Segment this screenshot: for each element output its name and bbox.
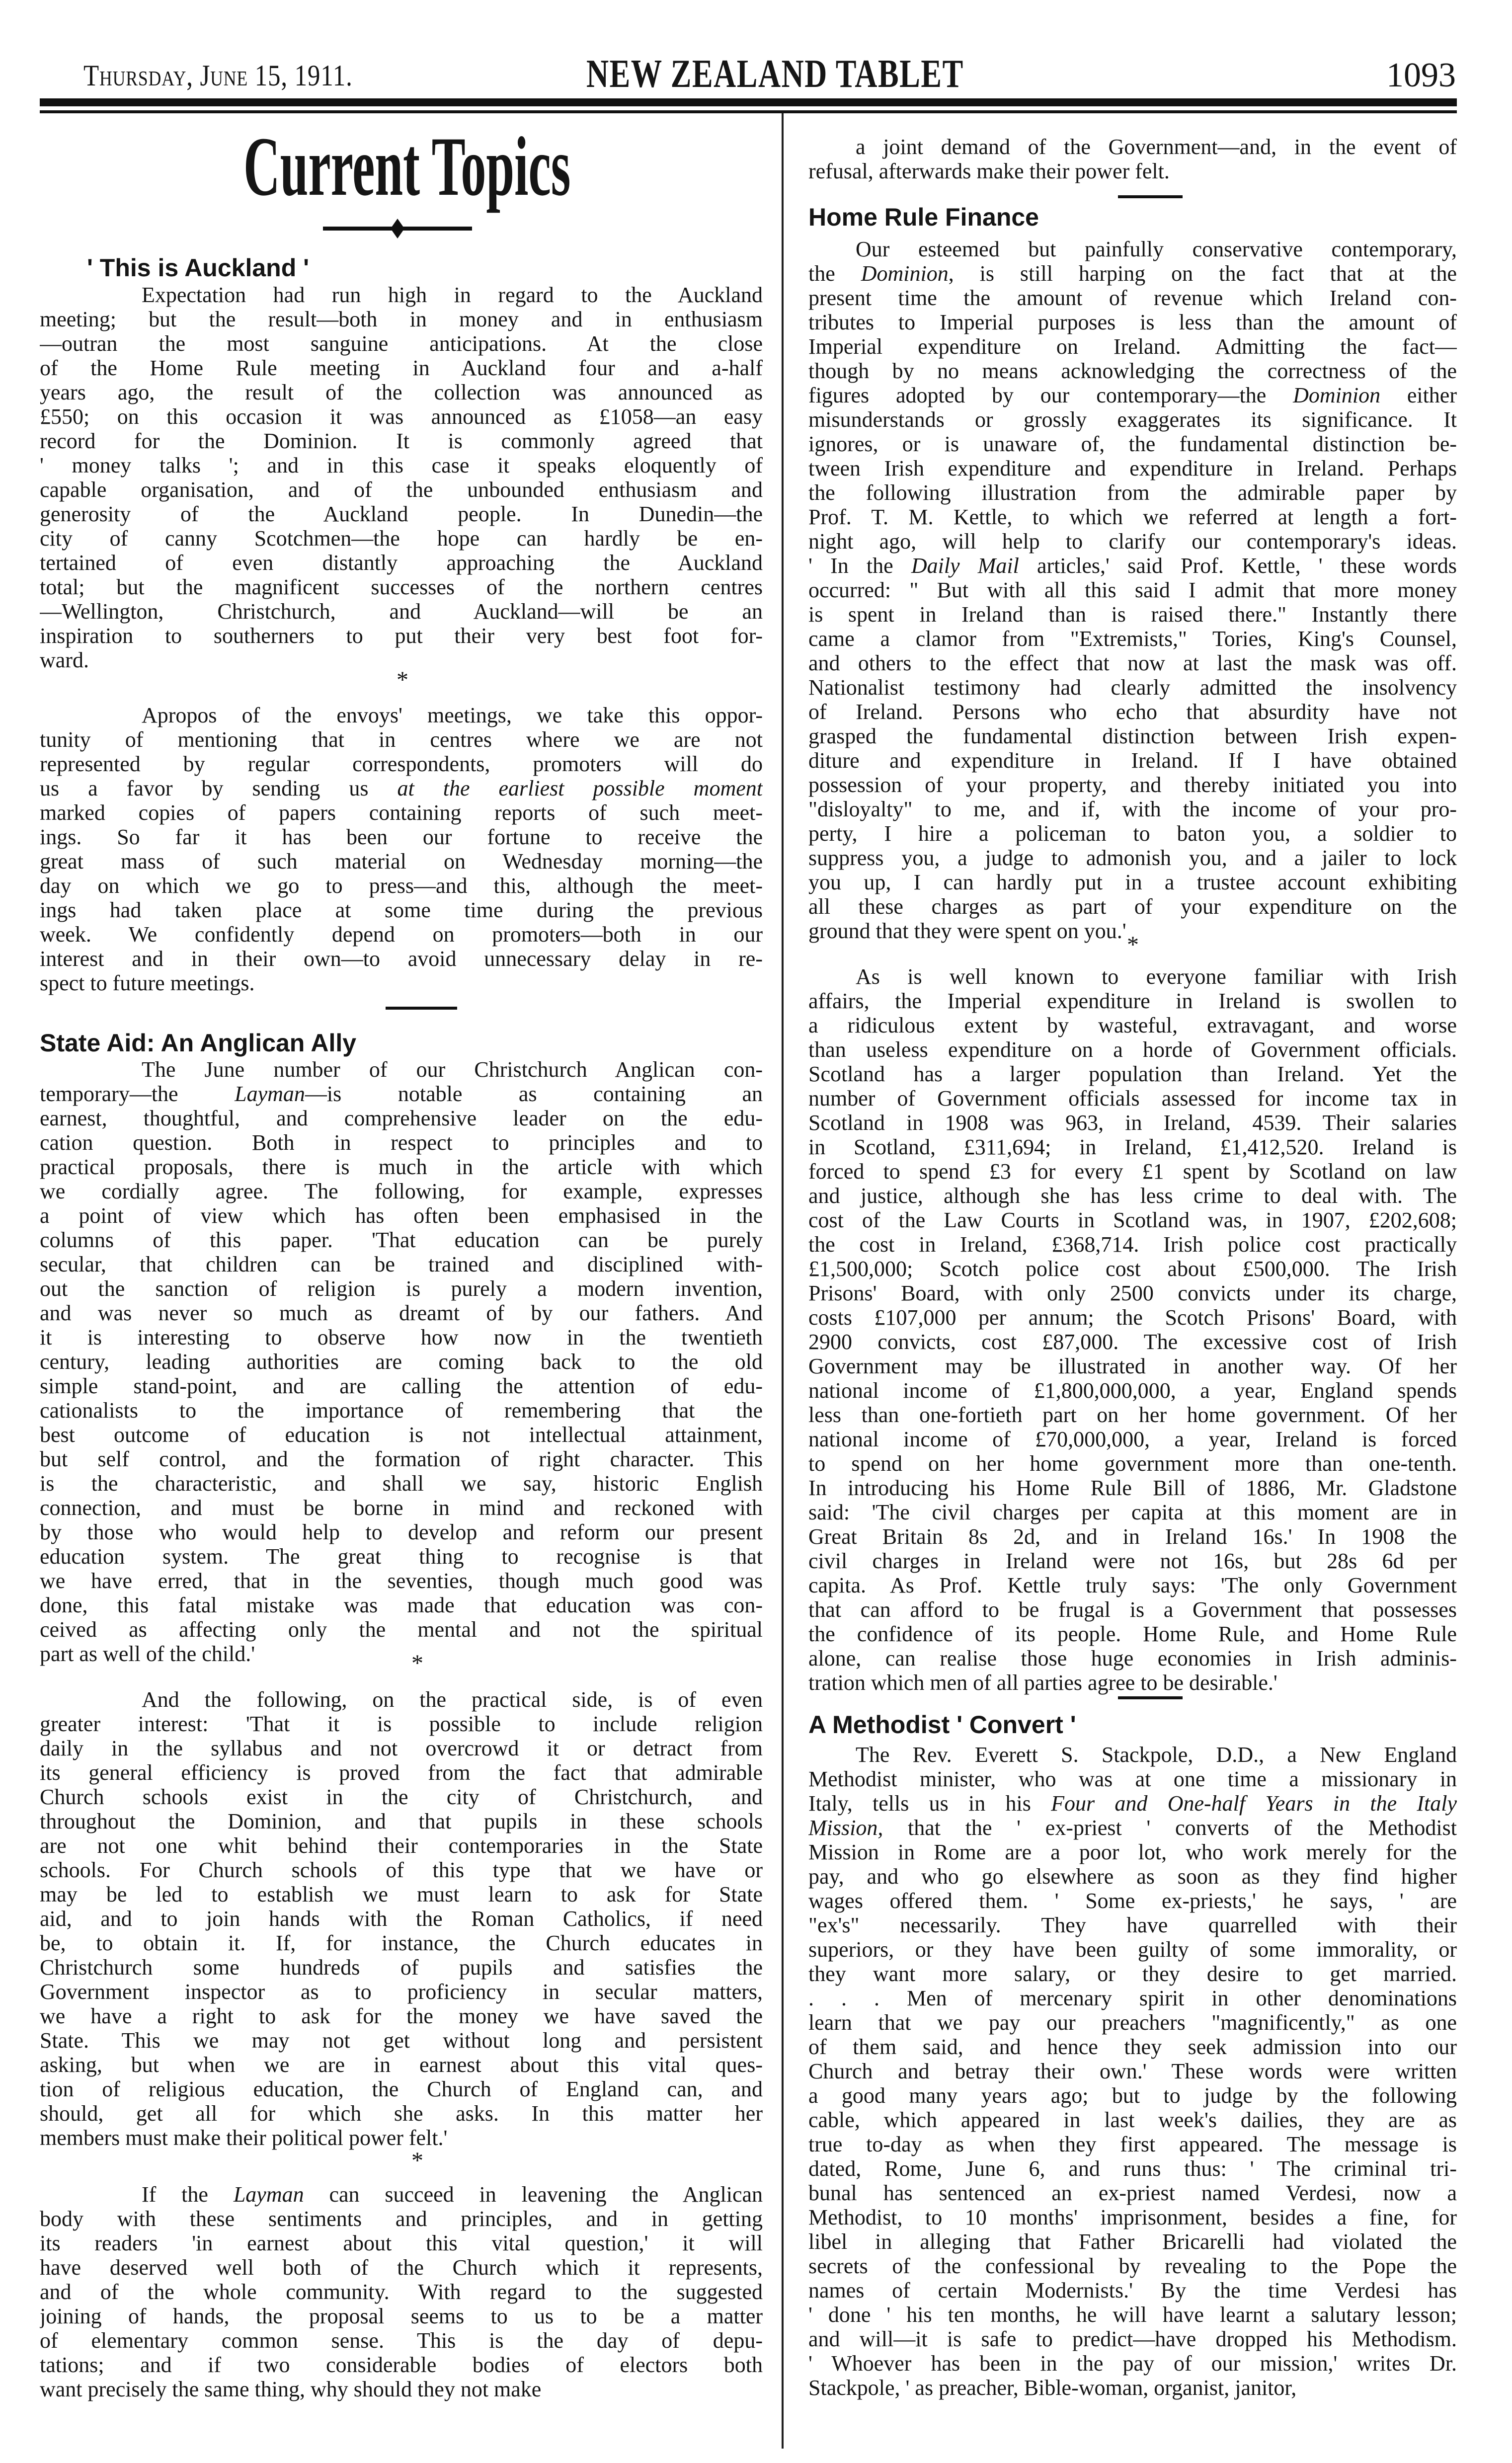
paragraph bbox=[808, 1743, 1457, 2400]
text-line: connection, and must be borne in mind and reckoned with bbox=[40, 1496, 763, 1520]
text-line: by those who would help to develop and reform our present bbox=[40, 1520, 763, 1544]
text-segment: temporary—the bbox=[40, 1082, 235, 1106]
text-segment: the bbox=[808, 261, 861, 286]
italic-text: at the earliest possible moment bbox=[397, 776, 763, 800]
text-line: years ago, the result of the collection was announced as bbox=[40, 380, 763, 404]
paragraph bbox=[40, 2182, 763, 2401]
text-line: Great Britain 8s 2d, and in Ireland 16s.' In 1908 the bbox=[808, 1524, 1457, 1549]
text-line: tributes to Imperial purposes is less than the amount of bbox=[808, 310, 1457, 334]
text-line: Methodist minister, who was at one time a missionary in bbox=[808, 1767, 1457, 1791]
text-line: we have a right to ask for the money we have saved the bbox=[40, 2004, 763, 2028]
text-line: best outcome of education is not intellectual attainment, bbox=[40, 1423, 763, 1447]
text-line: refusal, afterwards make their power felt. bbox=[808, 159, 1170, 183]
text-line: of them said, and hence they seek admission into our bbox=[808, 2035, 1457, 2059]
text-line: want precisely the same thing, why should they not make bbox=[40, 2377, 542, 2401]
text-line: spect to future meetings. bbox=[40, 971, 255, 995]
text-line: cation question. Both in respect to principles and to bbox=[40, 1130, 763, 1155]
column-divider bbox=[782, 113, 784, 2449]
text-segment: figures adopted by our contemporary—the bbox=[808, 383, 1293, 407]
text-line: week. We confidently depend on promoters—both in our bbox=[40, 922, 763, 947]
text-line: aid, and to join hands with the Roman Catholics, if need bbox=[40, 1907, 763, 1931]
paragraph bbox=[808, 237, 1457, 943]
text-line: misunderstands or grossly exaggerates its significance. It bbox=[808, 407, 1457, 432]
text-line: represented by regular correspondents, promoters will do bbox=[40, 752, 763, 776]
text-line: a point of view which has often been emphasised in the bbox=[40, 1203, 763, 1228]
text-line: £550; on this occasion it was announced as £1058—an easy bbox=[40, 404, 763, 429]
italic-text: Daily Mail bbox=[911, 554, 1019, 578]
text-segment: can succeed in leavening the Anglican bbox=[304, 2182, 763, 2207]
paragraph-continued bbox=[808, 135, 1457, 183]
text-segment: , is still harping on the fact that at the bbox=[948, 261, 1457, 286]
text-line: part as well of the child.' bbox=[40, 1642, 255, 1666]
paragraph bbox=[40, 283, 763, 672]
text-line: less than one-fortieth part on her home government. Of her bbox=[808, 1403, 1457, 1427]
text-line: its readers 'in earnest about this vital question,' it will bbox=[40, 2231, 763, 2255]
text-line: occurred: " But with all this said I admit that more money bbox=[808, 578, 1457, 602]
text-line: the confidence of its people. Home Rule, and Home Rule bbox=[808, 1622, 1457, 1646]
text-line bbox=[808, 554, 1457, 578]
section-title: Current Topics bbox=[243, 120, 571, 213]
text-line: capable organisation, and of the unbounded enthusiasm and bbox=[40, 477, 763, 502]
text-line bbox=[40, 1082, 763, 1106]
text-line: a joint demand of the Government—and, in the event of bbox=[856, 135, 1457, 159]
text-line: Government inspector as to proficiency in secular matters, bbox=[40, 1980, 763, 2004]
text-line: ings had taken place at some time during the previous bbox=[40, 898, 763, 922]
text-line bbox=[808, 383, 1457, 407]
article-heading-home-rule-finance: Home Rule Finance bbox=[808, 203, 1039, 231]
text-line: of elementary common sense. This is the day of depu- bbox=[40, 2328, 763, 2353]
text-line bbox=[40, 776, 763, 800]
text-line: Stackpole, ' as preacher, Bible-woman, organist, janitor, bbox=[808, 2376, 1297, 2400]
text-line: practical proposals, there is much in the article with which bbox=[40, 1155, 763, 1179]
text-line: great mass of such material on Wednesday morning—the bbox=[40, 849, 763, 874]
text-line: have deserved well both of the Church which it represents, bbox=[40, 2255, 763, 2280]
asterisk-separator: * bbox=[411, 2147, 423, 2174]
text-line: city of canny Scotchmen—the hope can hardly be en- bbox=[40, 526, 763, 551]
italic-text: Mission, bbox=[808, 1816, 883, 1840]
text-segment: us a favor by sending us bbox=[40, 776, 398, 800]
text-line: . . . Men of mercenary spirit in other denominations bbox=[808, 1986, 1457, 2010]
text-line: throughout the Dominion, and that pupils in these schools bbox=[40, 1809, 763, 1833]
text-line: a ridiculous extent by wasteful, extravagant, and worse bbox=[808, 1013, 1457, 1037]
text-line: we have erred, that in the seventies, though much good was bbox=[40, 1569, 763, 1593]
text-line: asking, but when we are in earnest about this vital ques- bbox=[40, 2053, 763, 2077]
text-line: As is well known to everyone familiar with Irish bbox=[856, 964, 1457, 989]
text-line: Apropos of the envoys' meetings, we take this oppor- bbox=[142, 703, 763, 727]
text-line: The Rev. Everett S. Stackpole, D.D., a New England bbox=[856, 1743, 1457, 1767]
text-line: century, leading authorities are coming back to the old bbox=[40, 1350, 763, 1374]
text-line: joining of hands, the proposal seems to us to be a matter bbox=[40, 2304, 763, 2328]
text-line: Prof. T. M. Kettle, to which we referred at length a fort- bbox=[808, 505, 1457, 529]
text-line: but self control, and the formation of right character. This bbox=[40, 1447, 763, 1471]
text-line: costs £107,000 per annum; the Scotch Prisons' Board, with bbox=[808, 1305, 1457, 1330]
text-line: true to-day as when they first appeared. The message is bbox=[808, 2132, 1457, 2156]
text-line: dated, Rome, June 6, and runs thus: ' The criminal tri- bbox=[808, 2156, 1457, 2181]
text-line: 2900 convicts, cost £87,000. The excessive cost of Irish bbox=[808, 1330, 1457, 1354]
paragraph bbox=[40, 1057, 763, 1666]
text-line: libel in alleging that Father Bricarelli had violated the bbox=[808, 2229, 1457, 2254]
text-line: schools. For Church schools of this type that we have or bbox=[40, 1858, 763, 1882]
masthead-rule-thick bbox=[40, 98, 1457, 106]
text-line: possession of your property, and thereby initiated you into bbox=[808, 773, 1457, 797]
issue-date: Thursday, June 15, 1911. bbox=[83, 59, 353, 92]
text-line: a good many years ago; but to judge by the following bbox=[808, 2083, 1457, 2108]
text-line: In introducing his Home Rule Bill of 1886, Mr. Gladstone bbox=[808, 1476, 1457, 1500]
text-line: and of the whole community. With regard to the suggested bbox=[40, 2280, 763, 2304]
text-line: wages offered them. ' Some ex-priests,' he says, ' are bbox=[808, 1889, 1457, 1913]
text-line: Government may be illustrated in another way. Of her bbox=[808, 1354, 1457, 1378]
text-line: are not one whit behind their contemporaries in the State bbox=[40, 1833, 763, 1858]
text-line: civil charges in Ireland were not 16s, but 28s 6d per bbox=[808, 1549, 1457, 1573]
text-line: ground that they were spent on you.' bbox=[808, 919, 1126, 943]
text-line: —outran the most sanguine anticipations. At the close bbox=[40, 331, 763, 356]
text-line: record for the Dominion. It is commonly agreed that bbox=[40, 429, 763, 453]
asterisk-separator: * bbox=[1127, 932, 1139, 958]
text-line: tunity of mentioning that in centres where we are not bbox=[40, 727, 763, 752]
text-line: Church and betray their own.' These words were written bbox=[808, 2059, 1457, 2083]
text-segment: If the bbox=[142, 2182, 234, 2207]
text-line: Mission in Rome are a poor lot, who work merely for the bbox=[808, 1840, 1457, 1864]
text-line: ' done ' his ten months, he will have learnt a salutary lesson; bbox=[808, 2303, 1457, 2327]
text-line: Imperial expenditure on Ireland. Admitting the fact— bbox=[808, 334, 1457, 359]
text-segment: Italy, tells us in his bbox=[808, 1791, 1051, 1816]
text-line: State. This we may not get without long and persistent bbox=[40, 2028, 763, 2053]
text-line: national income of £70,000,000, a year, Ireland is forced bbox=[808, 1427, 1457, 1451]
text-line bbox=[808, 1816, 1457, 1840]
paragraph bbox=[40, 703, 763, 995]
asterisk-separator: * bbox=[397, 667, 408, 693]
text-line: body with these sentiments and principles, and in getting bbox=[40, 2207, 763, 2231]
text-line: superiors, or they have been guilty of some immorality, or bbox=[808, 1937, 1457, 1962]
text-line: its general efficiency is proved from the fact that admirable bbox=[40, 1760, 763, 1785]
text-line: ignores, or is unaware of, the fundamental distinction be- bbox=[808, 432, 1457, 456]
text-line: the cost in Ireland, £368,714. Irish police cost practically bbox=[808, 1232, 1457, 1257]
text-line: Scotland has a larger population than Ireland. Yet the bbox=[808, 1062, 1457, 1086]
text-line: greater interest: 'That it is possible to include religion bbox=[40, 1712, 763, 1736]
text-line: and others to the effect that now at last the mask was off. bbox=[808, 651, 1457, 675]
text-line: tween Irish expenditure and expenditure in Ireland. Perhaps bbox=[808, 456, 1457, 480]
text-line: affairs, the Imperial expenditure in Ireland is swollen to bbox=[808, 989, 1457, 1013]
text-line: night ago, will help to clarify our contemporary's ideas. bbox=[808, 529, 1457, 554]
text-line: Christchurch some hundreds of pupils and satisfies the bbox=[40, 1955, 763, 1980]
text-line: and was never so much as dreamt of by our fathers. And bbox=[40, 1301, 763, 1325]
text-line: than useless expenditure on a horde of Government officials. bbox=[808, 1037, 1457, 1062]
text-line: of the Home Rule meeting in Auckland four and a-half bbox=[40, 356, 763, 380]
text-line: day on which we go to press—and this, although the meet- bbox=[40, 874, 763, 898]
text-line: diture and expenditure in Ireland. If I have obtained bbox=[808, 748, 1457, 773]
text-line: Prisons' Board, with only 2500 convicts under its charge, bbox=[808, 1281, 1457, 1305]
paragraph bbox=[40, 1687, 763, 2150]
text-line: bunal has sentenced an ex-priest named Verdesi, now a bbox=[808, 2181, 1457, 2205]
text-line: ings. So far it has been our fortune to receive the bbox=[40, 825, 763, 849]
text-line: total; but the magnificent successes of the northern centres bbox=[40, 575, 763, 599]
text-line: the following illustration from the admirable paper by bbox=[808, 480, 1457, 505]
text-line: secrets of the confessional by revealing to the Pope the bbox=[808, 2254, 1457, 2278]
text-line: ' money talks '; and in this case it speaks eloquently of bbox=[40, 453, 763, 477]
text-line: cost of the Law Courts in Scotland was, in 1907, £202,608; bbox=[808, 1208, 1457, 1232]
text-line: said: 'The civil charges per capita at this moment are in bbox=[808, 1500, 1457, 1524]
text-line bbox=[808, 261, 1457, 286]
masthead-rule-thin bbox=[40, 110, 1457, 113]
text-line: of Ireland. Persons who echo that absurdity have not bbox=[808, 700, 1457, 724]
text-line: grasped the fundamental distinction between Irish expen- bbox=[808, 724, 1457, 748]
asterisk-separator: * bbox=[411, 1650, 423, 1676]
text-line: though by no means acknowledging the correctness of the bbox=[808, 359, 1457, 383]
diamond-ornament-icon bbox=[391, 219, 404, 238]
text-segment: ' In the bbox=[808, 554, 911, 578]
text-line: Nationalist testimony had clearly admitted the insolvency bbox=[808, 675, 1457, 700]
text-line: "disloyalty" to me, and if, with the income of your pro- bbox=[808, 797, 1457, 821]
text-line: alone, can realise those huge economies in Irish adminis- bbox=[808, 1646, 1457, 1670]
text-segment: —is notable as containing an bbox=[305, 1082, 763, 1106]
text-line: is spent in Ireland than is raised there." Instantly there bbox=[808, 602, 1457, 627]
publication-title: NEW ZEALAND TABLET bbox=[586, 52, 964, 96]
text-segment: that the ' ex-priest ' converts of the Methodist bbox=[883, 1816, 1457, 1840]
text-line bbox=[808, 1791, 1457, 1816]
text-line: national income of £1,800,000,000, a year, England spends bbox=[808, 1378, 1457, 1403]
text-line: forced to spend £3 for every £1 spent by Scotland on law bbox=[808, 1159, 1457, 1184]
text-line: Church schools exist in the city of Christchurch, and bbox=[40, 1785, 763, 1809]
section-rule bbox=[386, 1007, 457, 1010]
text-line: tion of religious education, the Church of England can, and bbox=[40, 2077, 763, 2101]
text-line: £1,500,000; Scotch police cost about £500,000. The Irish bbox=[808, 1257, 1457, 1281]
article-heading-methodist-convert: A Methodist ' Convert ' bbox=[808, 1711, 1076, 1739]
text-line: Expectation had run high in regard to the Auckland bbox=[142, 283, 763, 307]
text-line: number of Government officials assessed for income tax in bbox=[808, 1086, 1457, 1111]
text-line: and justice, although she has less crime to deal with. The bbox=[808, 1184, 1457, 1208]
text-line: generosity of the Auckland people. In Dunedin—the bbox=[40, 502, 763, 526]
text-line: all these charges as part of your expenditure on the bbox=[808, 894, 1457, 919]
text-line: may be led to establish we must learn to ask for State bbox=[40, 1882, 763, 1907]
text-line: ' Whoever has been in the pay of our mission,' writes Dr. bbox=[808, 2351, 1457, 2376]
text-line: marked copies of papers containing reports of such meet- bbox=[40, 800, 763, 825]
text-line: you up, I can hardly put in a trustee account exhibiting bbox=[808, 870, 1457, 894]
text-line: simple stand-point, and are calling the attention of edu- bbox=[40, 1374, 763, 1398]
page-number: 1093 bbox=[1386, 56, 1456, 94]
text-line: in Scotland, £311,694; in Ireland, £1,412,520. Ireland is bbox=[808, 1135, 1457, 1159]
text-line: present time the amount of revenue which Ireland con- bbox=[808, 286, 1457, 310]
text-line: earnest, thoughtful, and comprehensive leader on the edu- bbox=[40, 1106, 763, 1130]
text-line: —Wellington, Christchurch, and Auckland—will be an bbox=[40, 599, 763, 624]
text-line: The June number of our Christchurch Anglican con- bbox=[142, 1057, 763, 1082]
text-line: education system. The great thing to recognise is that bbox=[40, 1544, 763, 1569]
text-line bbox=[40, 2182, 763, 2207]
section-rule bbox=[1118, 195, 1183, 198]
text-line: we cordially agree. The following, for example, expresses bbox=[40, 1179, 763, 1203]
text-line: meeting; but the result—both in money and in enthusiasm bbox=[40, 307, 763, 331]
text-line: ceived as affecting only the mental and not the spiritual bbox=[40, 1617, 763, 1642]
text-line: Our esteemed but painfully conservative contemporary, bbox=[856, 237, 1457, 261]
italic-text: Four and One-half Years in the Italy bbox=[1051, 1791, 1457, 1816]
italic-text: Layman bbox=[235, 1082, 305, 1106]
text-line: suppress you, a judge to admonish you, and a jailer to lock bbox=[808, 846, 1457, 870]
text-line: columns of this paper. 'That education can be purely bbox=[40, 1228, 763, 1252]
text-line: capita. As Prof. Kettle truly says: 'The only Government bbox=[808, 1573, 1457, 1597]
text-line: it is interesting to observe how now in the twentieth bbox=[40, 1325, 763, 1350]
text-line: cationalists to the importance of remembering that the bbox=[40, 1398, 763, 1423]
text-line: tertained of even distantly approaching the Auckland bbox=[40, 551, 763, 575]
article-heading-this-is-auckland: ' This is Auckland ' bbox=[87, 254, 310, 282]
text-line: came a clamor from "Extremists," Tories, King's Counsel, bbox=[808, 627, 1457, 651]
text-line: inspiration to southerners to put their very best foot for- bbox=[40, 624, 763, 648]
text-line: tations; and if two considerable bodies of electors both bbox=[40, 2353, 763, 2377]
text-line: be, to obtain it. If, for instance, the Church educates in bbox=[40, 1931, 763, 1955]
text-line: names of certain Modernists.' By the time Verdesi has bbox=[808, 2278, 1457, 2303]
italic-text: Dominion bbox=[1293, 383, 1381, 407]
text-line: "ex's" necessarily. They have quarrelled with their bbox=[808, 1913, 1457, 1937]
paragraph bbox=[808, 964, 1457, 1695]
text-line: is the characteristic, and shall we say, historic English bbox=[40, 1471, 763, 1496]
text-line: ward. bbox=[40, 648, 89, 672]
text-line: And the following, on the practical side, is of even bbox=[142, 1687, 763, 1712]
text-line: interest and in their own—to avoid unnecessary delay in re- bbox=[40, 947, 763, 971]
text-line: perty, I hire a policeman to baton you, a soldier to bbox=[808, 821, 1457, 846]
article-heading-state-aid: State Aid: An Anglican Ally bbox=[40, 1029, 357, 1057]
text-line: should, get all for which she asks. In this matter her bbox=[40, 2101, 763, 2126]
text-line: learn that we pay our preachers "magnificently," as one bbox=[808, 2010, 1457, 2035]
text-line: tration which men of all parties agree to be desirable.' bbox=[808, 1670, 1277, 1695]
text-segment: either bbox=[1380, 383, 1457, 407]
text-line: pay, and who go elsewhere as soon as they find higher bbox=[808, 1864, 1457, 1889]
text-line: to spend on her home government more than one-tenth. bbox=[808, 1451, 1457, 1476]
text-line: secular, that children can be trained and disciplined with- bbox=[40, 1252, 763, 1276]
text-line: daily in the syllabus and not overcrowd it or detract from bbox=[40, 1736, 763, 1760]
text-line: done, this fatal mistake was made that education was con- bbox=[40, 1593, 763, 1617]
text-line: they want more salary, or they desire to get married. bbox=[808, 1962, 1457, 1986]
text-line: Methodist, to 10 months' imprisonment, besides a fine, for bbox=[808, 2205, 1457, 2229]
italic-text: Dominion bbox=[861, 261, 949, 286]
text-line: cable, which appeared in last week's dailies, they are as bbox=[808, 2108, 1457, 2132]
text-line: members must make their political power felt.' bbox=[40, 2126, 448, 2150]
text-segment: articles,' said Prof. Kettle, ' these words bbox=[1019, 554, 1457, 578]
text-line: Scotland in 1908 was 963, in Ireland, 4539. Their salaries bbox=[808, 1111, 1457, 1135]
italic-text: Layman bbox=[233, 2182, 304, 2207]
section-rule bbox=[1118, 1696, 1183, 1699]
text-line: out the sanction of religion is purely a modern invention, bbox=[40, 1276, 763, 1301]
text-line: and will—it is safe to predict—have dropped his Methodism. bbox=[808, 2327, 1457, 2351]
text-line: that can afford to be frugal is a Government that possesses bbox=[808, 1597, 1457, 1622]
